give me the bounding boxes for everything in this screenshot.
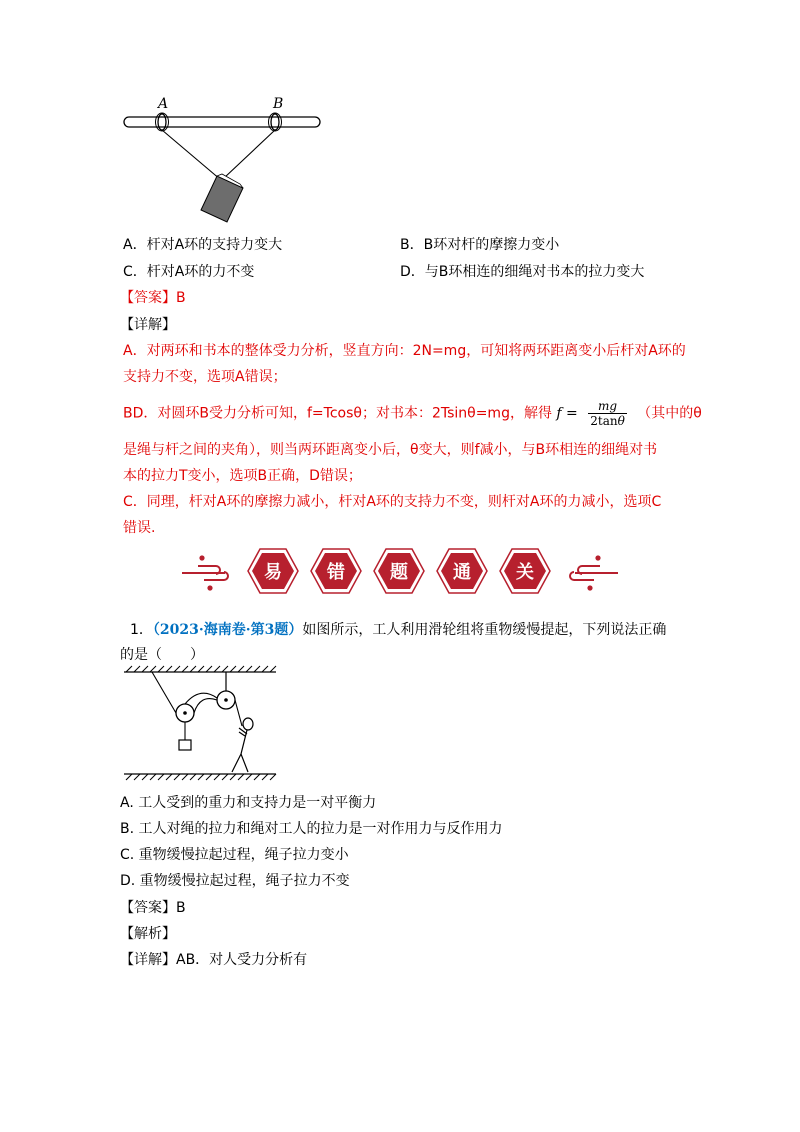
q1-answer: 【答案】B [120,900,186,916]
banner-char-5: 关 [516,562,534,583]
banner-left-ornament [182,556,228,589]
weight [179,740,191,750]
q1-option-c: C. 重物缓慢拉起过程，绳子拉力变小 [120,847,349,863]
q1-analysis-title: 【解析】 [120,926,176,942]
section-banner [180,546,620,596]
prev-detail-bd-text: BD．对圆环B受力分析可知，f=Tcosθ；对书本：2Tsinθ=mg，解得 [123,405,552,422]
prev-detail-c-line1: C．同理，杆对A环的摩擦力减小，杆对A环的支持力不变，则杆对A环的力减小，选项C [123,494,662,510]
prev-detail-bd-line1 [123,399,702,428]
string-b [224,130,275,178]
label-a: A [158,96,169,112]
prev-detail-title: 【详解】 [120,317,176,333]
q1-stem-text: 如图所示，工人利用滑轮组将重物缓慢提起，下列说法正确 [302,622,667,638]
prev-detail-a-line1: A．对两环和书本的整体受力分析，竖直方向：2N=mg，可知将两环距离变小后杆对A环的 [123,343,686,359]
formula-fraction [588,399,627,428]
q1-number: 1． [130,622,153,638]
prev-option-a: A．杆对A环的支持力变大 [123,237,283,253]
prev-detail-bd-line3: 本的拉力T变小，选项B正确，D错误； [123,468,362,484]
rod-rings-book-figure [118,92,328,227]
formula-denominator: 2tanθ [590,414,625,428]
q1-stem-line1 [130,620,666,640]
horizontal-rod [124,117,320,127]
prev-detail-a-line2: 支持力不变，选项A错误； [123,369,287,385]
q1-option-d: D. 重物缓慢拉起过程，绳子拉力不变 [120,873,350,889]
banner-char-1: 易 [264,562,282,583]
prev-answer: 【答案】B [120,290,186,306]
banner-right-ornament [570,556,618,589]
prev-detail-bd-line2: 是绳与杆之间的夹角），则当两环距离变小后，θ变大，则f减小，与B环相连的细绳对书 [123,442,658,458]
q1-source: （2023·海南卷·第3题） [152,622,303,638]
formula-lhs: f = [556,405,578,422]
prev-detail-bd-tail: （其中的θ [637,405,702,422]
pulley-worker-figure [120,664,280,784]
banner-char-3: 题 [390,562,408,583]
prev-detail-c-line2: 错误. [123,520,156,536]
formula-numerator: mg [588,399,627,414]
banner-char-2: 错 [327,562,345,583]
prev-option-c: C．杆对A环的力不变 [123,264,255,280]
q1-stem-line2: 的是（ ） [120,647,204,663]
label-b: B [273,96,284,112]
prev-option-b: B．B环对杆的摩擦力变小 [400,237,560,253]
prev-option-d: D．与B环相连的细绳对书本的拉力变大 [400,264,645,280]
q1-option-a: A. 工人受到的重力和支持力是一对平衡力 [120,795,377,811]
string-a [162,130,221,180]
q1-detail: 【详解】AB．对人受力分析有 [120,952,308,968]
banner-char-4: 通 [453,562,471,583]
q1-option-b: B. 工人对绳的拉力和绳对工人的拉力是一对作用力与反作用力 [120,821,503,837]
worker [232,718,253,772]
